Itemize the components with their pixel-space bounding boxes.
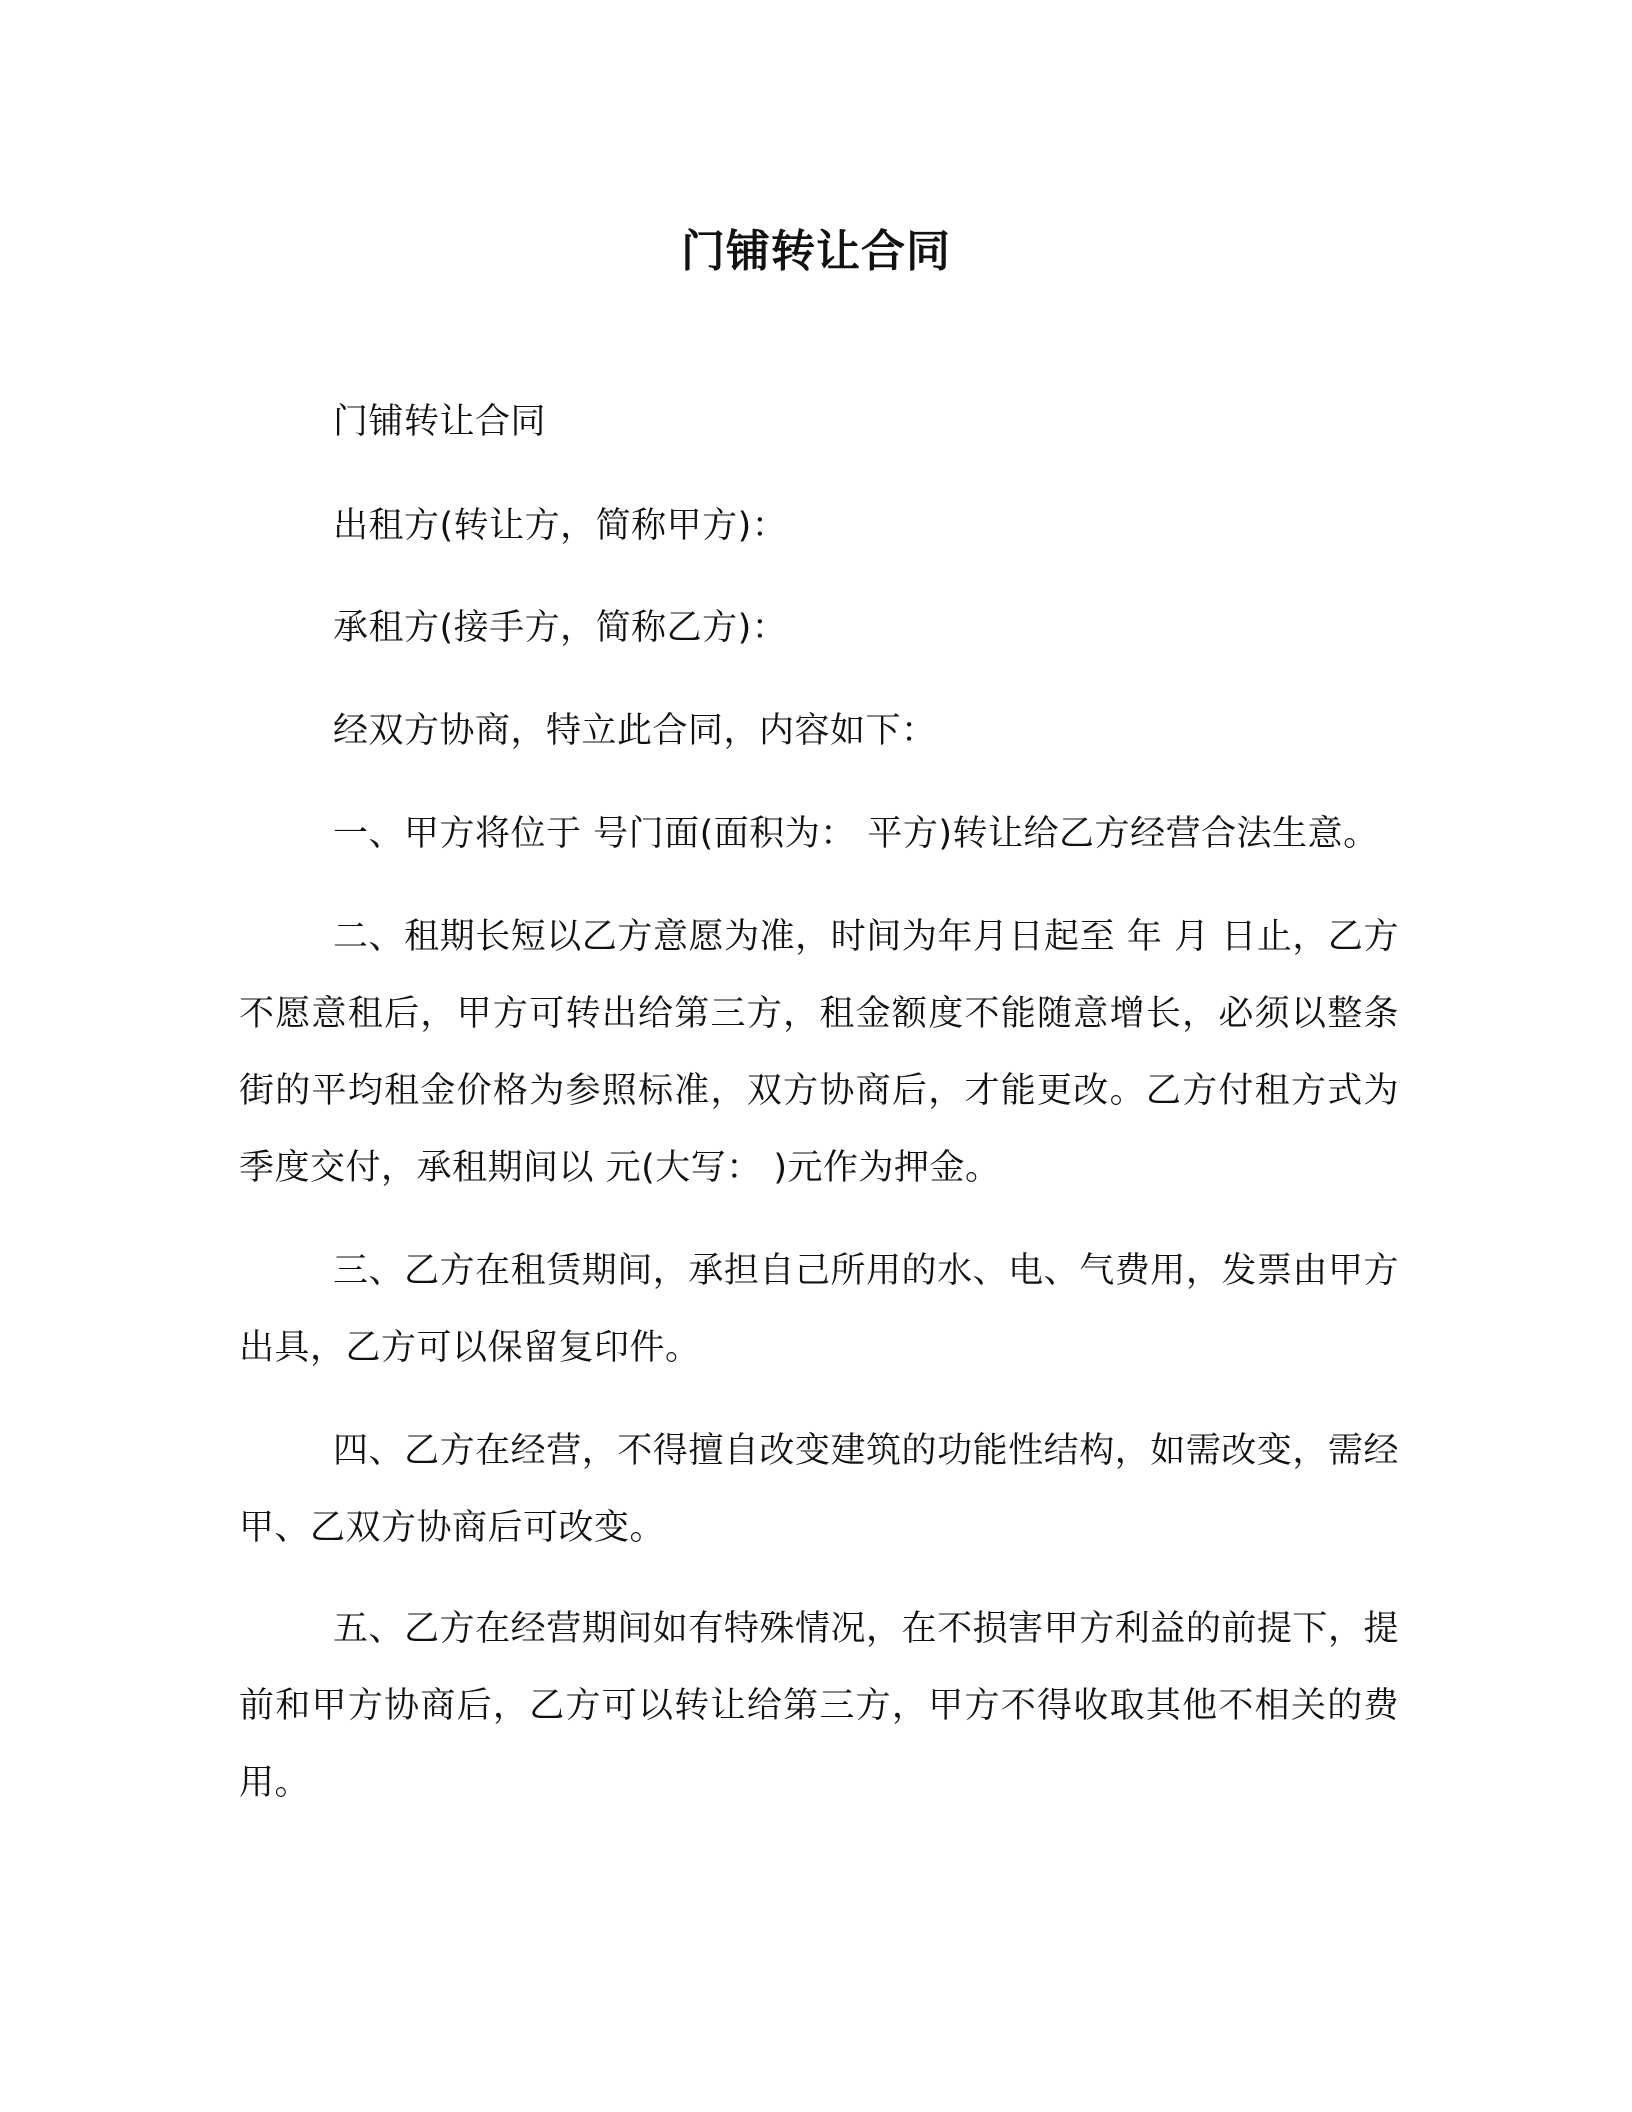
clause-2: 二、租期长短以乙方意愿为准，时间为年月日起至 年 月 日止，乙方不愿意租后，甲方可转出给第三方，租金额度不能随意增长，必须以整条街的平均租金价格为参照标准，双方协商后，才能更改。乙方付租方式为季度交付，承租期间以 元(大写： )元作为押金。 (239, 917, 1399, 1188)
preamble-line: 经双方协商，特立此合同，内容如下： (333, 711, 937, 751)
lessor-line: 出租方(转让方，简称甲方)： (333, 506, 788, 546)
clause-5: 五、乙方在经营期间如有特殊情况，在不损害甲方利益的前提下，提前和甲方协商后，乙方可以转让给第三方，甲方不得收取其他不相关的费用。 (239, 1609, 1399, 1803)
document-title: 门铺转让合同 (681, 226, 951, 277)
subtitle-line: 门铺转让合同 (333, 402, 547, 442)
clause-4: 四、乙方在经营，不得擅自改变建筑的功能性结构，如需改变，需经甲、乙双方协商后可改变。 (239, 1431, 1399, 1548)
lessee-line: 承租方(接手方，简称乙方)： (333, 608, 788, 648)
clause-1: 一、甲方将位于 号门面(面积为： 平方)转让给乙方经营合法生意。 (333, 814, 1379, 854)
clause-3: 三、乙方在租赁期间，承担自己所用的水、电、气费用，发票由甲方出具，乙方可以保留复印件。 (239, 1251, 1399, 1368)
